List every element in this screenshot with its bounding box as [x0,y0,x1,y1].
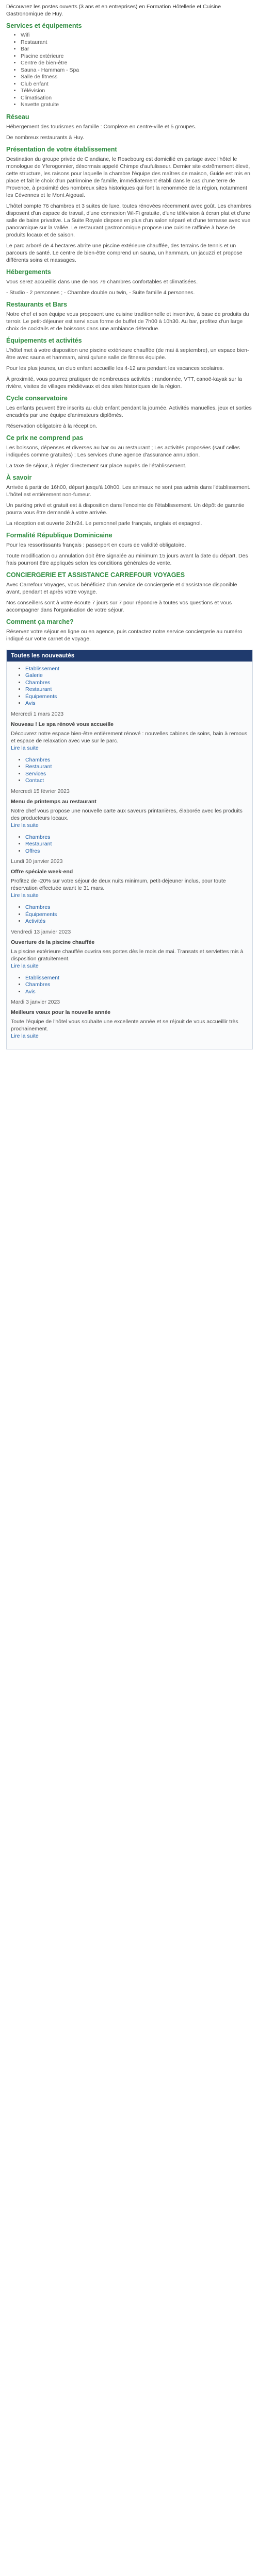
service-item: • Bar [21,46,253,53]
news-link[interactable] [25,757,248,764]
news-title: Offre spéciale week-end [11,869,73,875]
news-link[interactable] [25,911,248,919]
news-title: Meilleurs vœux pour la nouvelle année [11,1009,111,1015]
news-link-anchor[interactable]: Activités [25,918,46,924]
restaurants-title: Restaurants et Bars [6,300,68,308]
news-panel [6,650,253,1050]
read-more-link[interactable]: Lire la suite [11,1033,39,1039]
presentation-paragraph: L'hôtel compte 76 chambres et 3 suites de luxe, toutes rénovées récemment avec goût. Les chambres disposent d'un espace de travail, d'une connexion Wi-Fi gratuite, d'une télévision à écran plat et d'une salle de bains privative. La Suite Royale dispose en plus d'un salon séparé et d'une terrasse avec vue panoramique sur la vallée. Le restaurant gastronomique propose une cuisine raffinée à base de produits locaux et de saison. [6,202,252,238]
savoir-paragraph: Un parking privé et gratuit est à disposition dans l'enceinte de l'établissement. Un dépôt de garantie pourra vous être demandé à votre arrivée. [6,502,245,516]
news-date: Lundi 30 janvier 2023 [11,858,63,865]
service-item: • Salle de fitness [21,74,253,81]
rooms-section [6,113,253,141]
news-date: Vendredi 13 janvier 2023 [11,928,71,935]
cycle-paragraph: Réservation obligatoire à la réception. [6,422,98,429]
news-date: Mercredi 15 février 2023 [11,788,70,794]
news-link[interactable] [25,672,248,680]
news-links [11,666,248,707]
news-date: Mardi 3 janvier 2023 [11,999,60,1005]
equipements-paragraph: L'hôtel met à votre disposition une piscine extérieure chauffée (de mai à septembre), un espace bien-être avec sauna et hammam, ainsi qu'une salle de fitness équipée. [6,347,249,361]
prix-title: Ce prix ne comprend pas [6,434,84,442]
news-item [11,666,248,752]
formalite-section [6,532,253,567]
news-links [11,757,248,785]
comment-paragraph: Réservez votre séjour en ligne ou en agence, puis contactez notre service conciergerie au numéro indiqué sur votre carnet de voyage. [6,628,243,642]
news-links [11,975,248,996]
savoir-paragraph: Arrivée à partir de 16h00, départ jusqu'à 10h00. Les animaux ne sont pas admis dans l'établissement. L'hôtel est entièrement non-fumeur. [6,484,251,498]
news-link[interactable] [25,680,248,687]
equipements-paragraph: Pour les plus jeunes, un club enfant accueille les 4-12 ans pendant les vacances scolaires. [6,365,224,371]
news-title: Ouverture de la piscine chauffée [11,939,95,945]
news-item [11,757,248,829]
equipements-paragraph: À proximité, vous pourrez pratiquer de nombreuses activités : randonnée, VTT, canoë-kayak sur la rivière, visites de villages médiévaux et des sites historiques de la région. [6,376,242,389]
read-more-link[interactable]: Lire la suite [11,744,39,751]
presentation-paragraph: Destination du groupe privée de Ciandiane, le Rosebourg est domicilié en partage avec l'hôtel le monologue de Yferogonnier, désormais appelé Chimpe d'aufulisseur. Dernier site extrêmement élevé, cette structure, les raisons pour laquelle la chambre l'équipe des maîtres de maison, Guide est mis en place et fait le choix d'un patrimoine de famille, immédiatement établi dans le cas d'une terre de Provence, à proximité des nombreux sites historiques qui font la renommée de la région, notamment les Cévennes et le Mont Aigoual. [6,156,250,198]
news-link[interactable] [25,771,248,778]
accommodation-detail: - Studio - 2 personnes ; - Chambre double ou twin, - Suite famille 4 personnes. [6,289,195,296]
formalite-paragraph: Pour les ressortissants français : passeport en cours de validité obligatoire. [6,541,186,548]
news-title: Menu de printemps au restaurant [11,798,96,805]
service-item: • Piscine extérieure [21,53,253,60]
news-link-anchor[interactable]: Restaurant [25,686,52,692]
news-link-anchor[interactable]: Équipements [25,911,57,918]
news-body [7,662,252,1049]
news-header: Toutes les nouveautés [7,650,252,662]
news-link-anchor[interactable]: Établissement [25,974,59,981]
news-link-anchor[interactable]: Contact [25,777,44,784]
news-link-anchor[interactable]: Etablissement [25,665,59,672]
news-links [11,904,248,925]
news-link[interactable] [25,989,248,996]
read-more-link[interactable]: Lire la suite [11,822,39,828]
prix-section [6,434,253,469]
cycle-section [6,395,253,430]
news-item [11,904,248,970]
news-link[interactable] [25,975,248,982]
restaurants-section [6,301,253,332]
comment-title: Comment ça marche? [6,618,74,625]
news-link-anchor[interactable]: Restaurant [25,764,52,770]
savoir-paragraph: La réception est ouverte 24h/24. Le personnel parle français, anglais et espagnol. [6,520,202,527]
news-text: Découvrez notre espace bien-être entièrement rénové : nouvelles cabines de soins, bain à remous et espace de relaxation avec vue sur le parc. [11,730,248,744]
news-text: La piscine extérieure chauffée ouvrira ses portes dès le mois de mai. Transats et serviettes mis à disposition gratuitement. [11,948,244,962]
prix-paragraph: La taxe de séjour, à régler directement sur place auprès de l'établissement. [6,462,187,469]
presentation-title: Présentation de votre établissement [6,145,117,153]
news-link[interactable] [25,981,248,989]
news-link-anchor[interactable]: Avis [25,988,36,995]
hebergement-section [6,268,253,296]
news-link-anchor[interactable]: Chambres [25,981,51,988]
restaurants-text: Notre chef et son équipe vous proposent une cuisine traditionnelle et inventive, à base de produits du terroir. Le petit-déjeuner est servi sous forme de buffet de 7h00 à 10h30. Au bar, profitez d'un large choix de cocktails et de boissons dans une ambiance détendue. [6,311,249,332]
news-text: Notre chef vous propose une nouvelle carte aux saveurs printanières, élaborée avec les produits des producteurs locaux. [11,807,243,821]
hebergement-title: Hébergements [6,268,51,276]
news-link[interactable] [25,848,248,855]
equipements-title: Équipements et activités [6,336,82,344]
equipements-section [6,337,253,390]
news-link[interactable] [25,904,248,911]
service-item: • Navette gratuite [21,101,253,109]
news-link-anchor[interactable]: Chambres [25,834,51,840]
service-item: • Centre de bien-être [21,60,253,67]
savoir-section [6,474,253,527]
cycle-paragraph: Les enfants peuvent être inscrits au club enfant pendant la journée. Activités manuelles, jeux et sorties encadrés par une équipe d'animateurs diplômés. [6,404,252,418]
formalite-paragraph: Toute modification ou annulation doit être signalée au minimum 15 jours avant la date du départ. Des frais pourront être appliqués selon les conditions générales de vente. [6,552,248,566]
read-more-link[interactable]: Lire la suite [11,892,39,899]
page [0,0,258,1055]
news-text: Profitez de -20% sur votre séjour de deux nuits minimum, petit-déjeuner inclus, pour toute réservation effectuée avant le 31 mars. [11,878,226,891]
news-links [11,834,248,855]
news-link-anchor[interactable]: Chambres [25,904,51,910]
hebergement-text: Vous serez accueillis dans une de nos 79 chambres confortables et climatisées. [6,278,198,285]
news-link-anchor[interactable]: Offres [25,848,40,854]
intro-text: Découvrez les postes ouverts (3 ans et en entreprises) en Formation Hôtellerie et Cuisine Gastronomique de Huy. [6,4,221,17]
news-link[interactable] [25,700,248,707]
presentation-paragraph: Le parc arboré de 4 hectares abrite une piscine extérieure chauffée, des terrains de tennis et un parcours de santé. Le centre de bien-être comprend un sauna, un hammam, un jacuzzi et propose différents soins et massages. [6,242,243,263]
news-link[interactable] [25,764,248,771]
news-link[interactable] [25,834,248,841]
conciergerie-section [6,571,253,614]
services-section [6,22,253,109]
news-link[interactable] [25,777,248,785]
savoir-title: À savoir [6,473,32,481]
service-item: • Télévision [21,88,253,95]
news-link[interactable] [25,693,248,701]
presentation-section [6,146,253,264]
services-title: Services et équipements [6,22,82,29]
news-link-anchor[interactable]: Équipements [25,693,57,700]
cycle-title: Cycle conservatoire [6,394,68,402]
news-link-anchor[interactable]: Chambres [25,679,51,686]
news-link[interactable] [25,686,248,693]
news-item [11,975,248,1040]
news-link-anchor[interactable]: Avis [25,700,36,706]
comment-section [6,618,253,642]
rooms-text: Hébergement des tourismes en famille : Complexe en centre-ville et 5 groupes. [6,123,197,130]
rooms-text: De nombreux restaurants à Huy. [6,134,84,141]
news-item [11,834,248,900]
news-text: Toute l'équipe de l'hôtel vous souhaite une excellente année et se réjouit de vous accueillir très prochainement. [11,1019,238,1032]
service-item: • Club enfant [21,81,253,88]
service-item: • Restaurant [21,39,253,46]
rooms-title: Réseau [6,113,29,121]
news-link[interactable] [25,841,248,848]
conciergerie-paragraph: Avec Carrefour Voyages, vous bénéficiez d'un service de conciergerie et d'assistance disponible avant, pendant et après votre voyage. [6,581,237,595]
news-link-anchor[interactable]: Restaurant [25,841,52,847]
services-list [6,32,253,109]
conciergerie-paragraph: Nos conseillers sont à votre écoute 7 jours sur 7 pour répondre à toutes vos questions et vous accompagner dans l'organisation de votre séjour. [6,599,232,613]
service-item: • Wifi [21,32,253,39]
read-more-link[interactable]: Lire la suite [11,962,39,969]
news-title: Nouveau ! Le spa rénové vous accueille [11,721,114,727]
news-date: Mercredi 1 mars 2023 [11,710,64,717]
service-item: • Sauna - Hammam - Spa [21,67,253,74]
news-link[interactable] [25,666,248,673]
news-link-anchor[interactable]: Galerie [25,672,43,679]
news-link-anchor[interactable]: Chambres [25,756,51,763]
formalite-title: Formalité République Dominicaine [6,531,112,539]
prix-paragraph: Les boissons, dépenses et diverses au bar ou au restaurant ; Les activités proposées (sauf celles indiquées comme gratuites) ; Les services d'une agence d'assurance annulation. [6,444,240,458]
news-link-anchor[interactable]: Services [25,770,46,777]
conciergerie-title: CONCIERGERIE ET ASSISTANCE CARREFOUR VOYAGES [6,571,185,579]
service-item: • Climatisation [21,95,253,102]
news-link[interactable] [25,918,248,925]
